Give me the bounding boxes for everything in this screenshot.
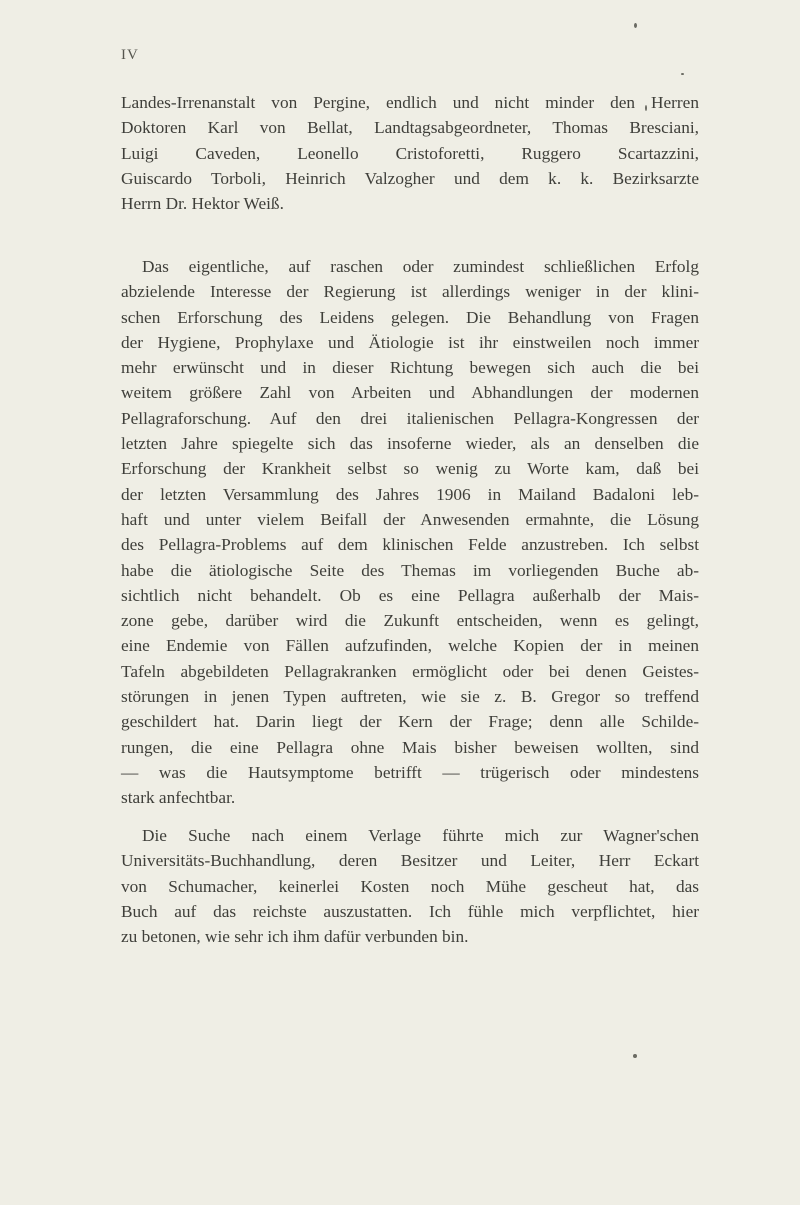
text-line: abzielende Interesse der Regierung ist allerdings weniger in der klini- bbox=[121, 282, 699, 302]
text-line: von Schumacher, keinerlei Kosten noch Mühe gescheut hat, das bbox=[121, 876, 699, 896]
text-line: zone gebe, darüber wird die Zukunft entscheiden, wenn es gelingt, bbox=[121, 611, 699, 631]
text-line: habe die ätiologische Seite des Themas im vorliegenden Buche ab- bbox=[121, 560, 699, 580]
text-line: der letzten Versammlung des Jahres 1906 in Mailand Badaloni leb- bbox=[121, 484, 699, 504]
text-line: — was die Hautsymptome betrifft — trügerisch oder mindestens bbox=[121, 762, 699, 782]
page-number: IV bbox=[121, 47, 139, 63]
text-line: Doktoren Karl von Bellat, Landtagsabgeordneter, Thomas Bresciani, bbox=[121, 118, 699, 138]
text-line: Buch auf das reichste auszustatten. Ich fühle mich verpflichtet, hier bbox=[121, 901, 699, 921]
text-line: geschildert hat. Darin liegt der Kern der Frage; denn alle Schilde- bbox=[121, 712, 699, 732]
text-line: störungen in jenen Typen auftreten, wie sie z. B. Gregor so treffend bbox=[121, 687, 699, 707]
paragraph-3 bbox=[121, 823, 699, 949]
text-line: Landes-Irrenanstalt von Pergine, endlich und nicht minder den Herren bbox=[121, 93, 699, 112]
text-line: haft und unter vielem Beifall der Anwesenden ermahnte, die Lösung bbox=[121, 509, 699, 529]
text-line: weitem größere Zahl von Arbeiten und Abhandlungen der modernen bbox=[121, 383, 699, 403]
text-line: Das eigentliche, auf raschen oder zumindest schließlichen Erfolg bbox=[142, 257, 699, 276]
text-line: Pellagraforschung. Auf den drei italienischen Pellagra-Kongressen der bbox=[121, 408, 699, 428]
print-speck bbox=[681, 73, 684, 75]
text-line: Die Suche nach einem Verlage führte mich zur Wagner'schen bbox=[142, 826, 699, 845]
text-line: mehr erwünscht und in dieser Richtung bewegen sich auch die bei bbox=[121, 358, 699, 378]
text-line: letzten Jahre spiegelte sich das insoferne wieder, als an denselben die bbox=[121, 434, 699, 454]
text-line: schen Erforschung des Leidens gelegen. Die Behandlung von Fragen bbox=[121, 307, 699, 327]
paragraph-2 bbox=[121, 254, 699, 811]
paragraph-1 bbox=[121, 90, 699, 216]
text-line: Erforschung der Krankheit selbst so wenig zu Worte kam, daß bei bbox=[121, 459, 699, 479]
text-line: rungen, die eine Pellagra ohne Mais bisher beweisen wollten, sind bbox=[121, 737, 699, 757]
print-speck bbox=[634, 23, 637, 28]
text-line: Herrn Dr. Hektor Weiß. bbox=[121, 194, 284, 214]
text-line: zu betonen, wie sehr ich ihm dafür verbunden bin. bbox=[121, 927, 469, 947]
text-line: sichtlich nicht behandelt. Ob es eine Pellagra außerhalb der Mais- bbox=[121, 585, 699, 605]
text-line: des Pellagra-Problems auf dem klinischen Felde anzustreben. Ich selbst bbox=[121, 535, 699, 555]
text-line: stark anfechtbar. bbox=[121, 788, 236, 808]
text-line: Tafeln abgebildeten Pellagrakranken ermöglicht oder bei denen Geistes- bbox=[121, 661, 699, 681]
print-speck bbox=[633, 1054, 637, 1058]
text-line: Guiscardo Torboli, Heinrich Valzogher und dem k. k. Bezirksarzte bbox=[121, 168, 699, 188]
text-line: der Hygiene, Prophylaxe und Ätiologie ist ihr einstweilen noch immer bbox=[121, 332, 699, 352]
text-line: eine Endemie von Fällen aufzufinden, welche Kopien der in meinen bbox=[121, 636, 699, 656]
text-line: Luigi Caveden, Leonello Cristoforetti, Ruggero Scartazzini, bbox=[121, 143, 699, 163]
text-line: Universitäts-Buchhandlung, deren Besitzer und Leiter, Herr Eckart bbox=[121, 851, 699, 871]
